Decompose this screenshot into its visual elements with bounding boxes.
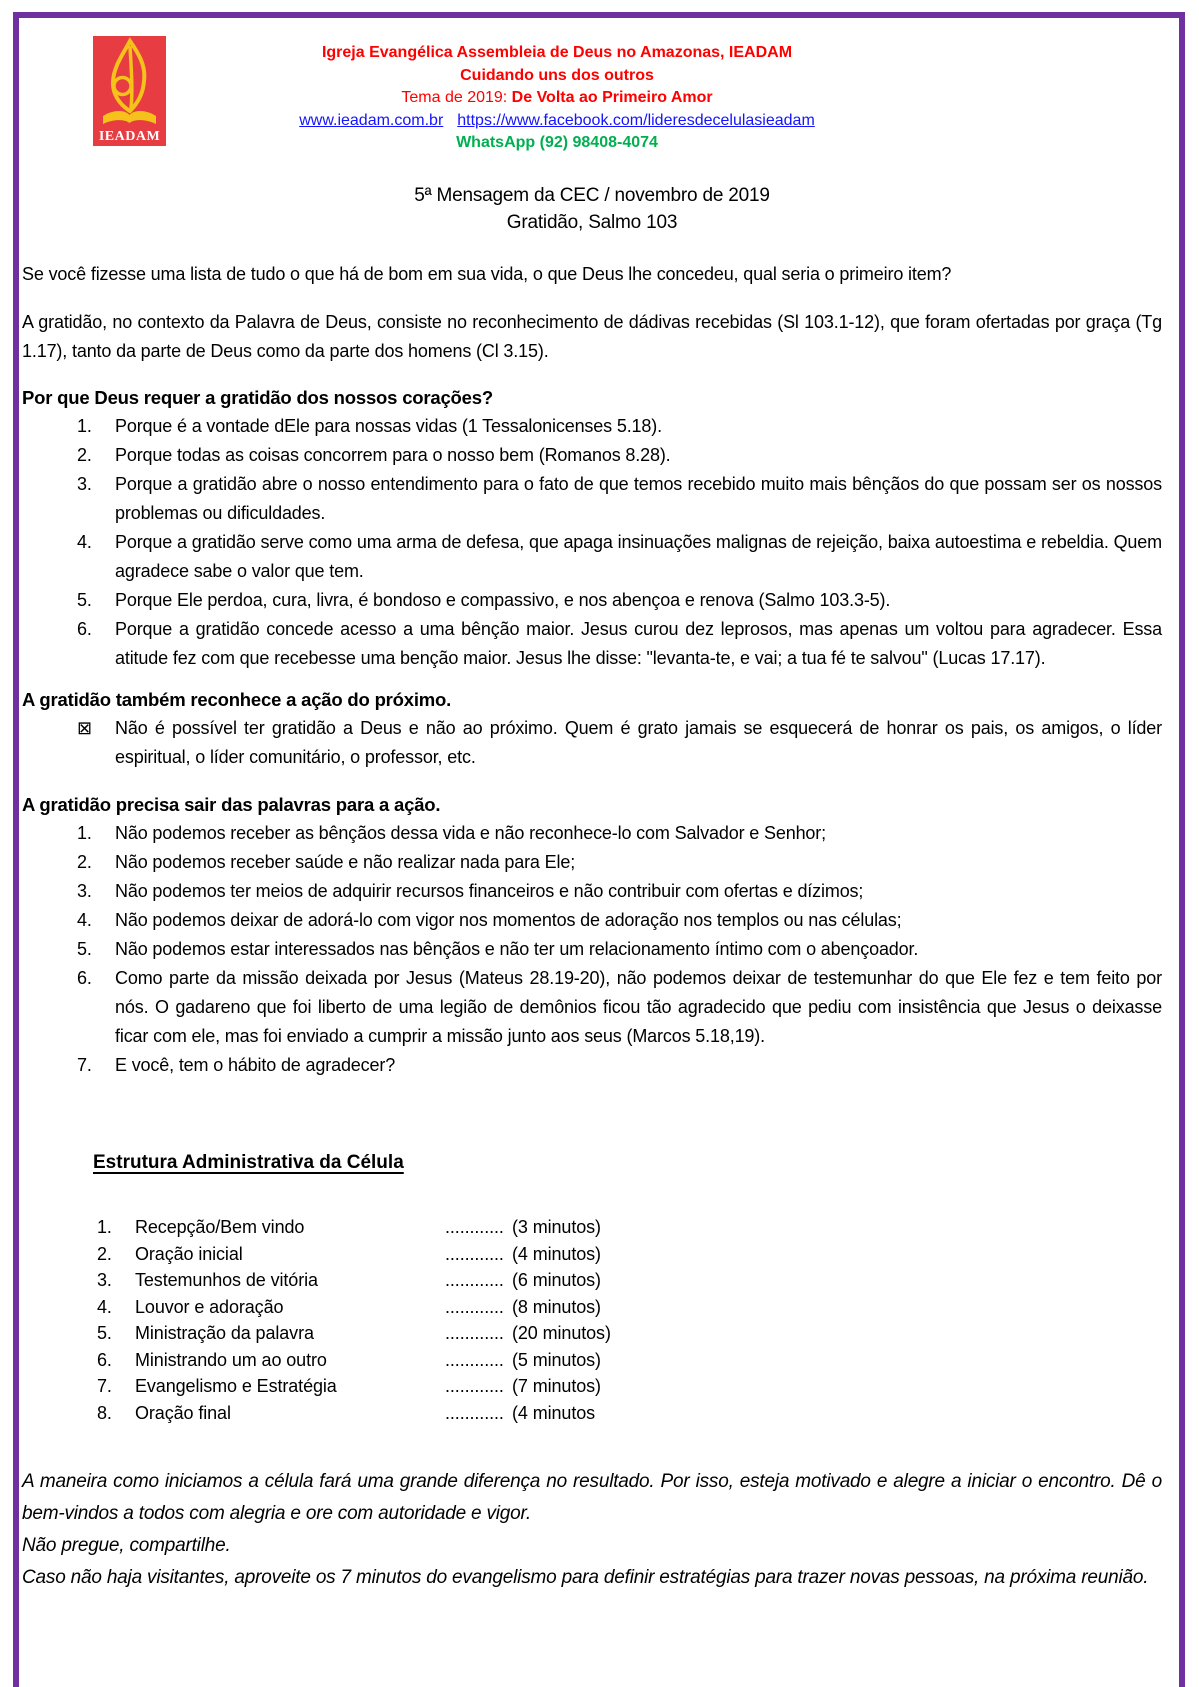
list-item bbox=[77, 906, 1162, 935]
schedule-label: Evangelismo e Estratégia bbox=[135, 1376, 337, 1396]
schedule-label: Ministração da palavra bbox=[135, 1323, 314, 1343]
schedule-time: (20 minutos) bbox=[512, 1323, 611, 1343]
bullet-item-text: Não é possível ter gratidão a Deus e não ao próximo. Quem é grato jamais se esquecerá de honrar os pais, os amigos, o líder espiritual, o líder comunitário, o professor, etc. bbox=[115, 718, 1162, 767]
org-name: Igreja Evangélica Assembleia de Deus no Amazonas, IEADAM bbox=[321, 44, 793, 61]
schedule-row bbox=[97, 1400, 1162, 1427]
schedule-time: (6 minutos) bbox=[512, 1270, 601, 1290]
list-item-number: 1. bbox=[77, 416, 92, 436]
list-item bbox=[77, 441, 1162, 470]
title-line-1: 5ª Mensagem da CEC / novembro de 2019 bbox=[414, 185, 770, 206]
schedule-number: 4. bbox=[97, 1296, 112, 1317]
footer-notes bbox=[22, 1466, 1162, 1594]
section-2-heading: A gratidão também reconhece a ação do próximo. bbox=[22, 689, 452, 710]
list-item-text: Não podemos ter meios de adquirir recursos financeiros e não contribuir com ofertas e dízimos; bbox=[115, 881, 864, 901]
schedule-row bbox=[97, 1347, 1162, 1374]
ieadam-logo bbox=[93, 36, 166, 146]
schedule-dots: ............ bbox=[445, 1296, 504, 1317]
schedule-dots: ............ bbox=[445, 1270, 504, 1290]
estrutura-heading: Estrutura Administrativa da Célula bbox=[93, 1152, 404, 1173]
footer-paragraph-3: Caso não haja visitantes, aproveite os 7 minutos do evangelismo para definir estratégias para trazer novas pessoas, na próxima reunião. bbox=[22, 1567, 1149, 1588]
list-item-number: 4. bbox=[77, 532, 92, 552]
title-line-2: Gratidão, Salmo 103 bbox=[506, 212, 678, 233]
list-item-number: 7. bbox=[77, 1055, 92, 1075]
list-item bbox=[77, 877, 1162, 906]
schedule-label: Ministrando um ao outro bbox=[135, 1349, 327, 1370]
schedule-number: 6. bbox=[97, 1349, 112, 1370]
schedule-dots: ............ bbox=[445, 1217, 504, 1237]
list-item-number: 5. bbox=[77, 590, 92, 610]
theme-label: Tema de 2019: bbox=[401, 89, 512, 106]
intro-paragraph-1: Se você fizesse uma lista de tudo o que há de bom em sua vida, o que Deus lhe concedeu, qual seria o primeiro item? bbox=[22, 264, 952, 284]
document-header bbox=[22, 36, 1162, 158]
list-item-text: Não podemos estar interessados nas bênçãos e não ter um relacionamento íntimo com o abençoador. bbox=[115, 939, 919, 959]
list-item-number: 6. bbox=[77, 619, 92, 639]
list-item bbox=[77, 1051, 1162, 1080]
schedule-number: 8. bbox=[97, 1402, 112, 1423]
schedule-time: (4 minutos bbox=[512, 1402, 596, 1423]
list-item-text: Porque todas as coisas concorrem para o nosso bem (Romanos 8.28). bbox=[115, 445, 671, 465]
schedule-label: Louvor e adoração bbox=[135, 1296, 284, 1317]
ieadam-flame-logo-icon bbox=[93, 36, 166, 146]
list-item bbox=[77, 412, 1162, 441]
schedule-dots: ............ bbox=[445, 1349, 504, 1370]
schedule-time: (7 minutos) bbox=[512, 1376, 601, 1396]
missing-glyph-bullet-icon: ⊠ bbox=[77, 718, 92, 738]
list-item bbox=[77, 586, 1162, 615]
list-item bbox=[77, 935, 1162, 964]
list-item-text: Porque Ele perdoa, cura, livra, é bondoso e compassivo, e nos abençoa e renova (Salmo 103.3-5). bbox=[115, 590, 891, 610]
theme-value: De Volta ao Primeiro Amor bbox=[511, 89, 713, 106]
list-item-text: Não podemos receber as bênçãos dessa vida e não reconhece-lo com Salvador e Senhor; bbox=[115, 823, 826, 843]
list-item bbox=[77, 964, 1162, 1051]
list-item-text: Não podemos deixar de adorá-lo com vigor nos momentos de adoração nos templos ou nas células; bbox=[115, 910, 902, 930]
footer-paragraph-2: Não pregue, compartilhe. bbox=[22, 1535, 231, 1556]
document-title bbox=[22, 182, 1162, 236]
schedule-time: (8 minutos) bbox=[512, 1296, 601, 1317]
schedule-time: (5 minutos) bbox=[512, 1349, 601, 1370]
schedule-label: Recepção/Bem vindo bbox=[135, 1217, 305, 1237]
schedule-dots: ............ bbox=[445, 1323, 504, 1343]
schedule-number: 2. bbox=[97, 1243, 112, 1264]
list-item-number: 5. bbox=[77, 939, 92, 959]
schedule-row bbox=[97, 1320, 1162, 1347]
schedule-time: (4 minutos) bbox=[512, 1243, 601, 1264]
bullet-item bbox=[77, 714, 1162, 772]
list-item bbox=[77, 819, 1162, 848]
list-item-number: 4. bbox=[77, 910, 92, 930]
section-3-heading: A gratidão precisa sair das palavras para a ação. bbox=[22, 794, 441, 815]
list-item bbox=[77, 615, 1162, 673]
schedule-row bbox=[97, 1241, 1162, 1268]
whatsapp-number: WhatsApp (92) 98408-4074 bbox=[456, 134, 658, 151]
list-item-number: 1. bbox=[77, 823, 92, 843]
schedule-dots: ............ bbox=[445, 1402, 504, 1423]
schedule-list bbox=[22, 1214, 1162, 1426]
logo-text: IEADAM bbox=[98, 129, 161, 144]
list-item-number: 2. bbox=[77, 445, 92, 465]
facebook-link[interactable]: https://www.facebook.com/lideresdecelulasieadam bbox=[457, 111, 815, 129]
schedule-number: 7. bbox=[97, 1376, 112, 1396]
list-item bbox=[77, 470, 1162, 528]
list-item-text: Porque a gratidão abre o nosso entendimento para o fato de que temos recebido muito mais bênçãos do que possam ser os nossos problemas ou dificuldades. bbox=[115, 474, 1162, 523]
list-item-text: Porque a gratidão serve como uma arma de defesa, que apaga insinuações malignas de rejeição, baixa autoestima e rebeldia. Quem agradece sabe o valor que tem. bbox=[115, 532, 1162, 581]
list-item-text: Como parte da missão deixada por Jesus (Mateus 28.19-20), não podemos deixar de testemunhar do que Ele fez e tem feito por nós. O gadareno que foi liberto de uma legião de demônios ficou tão agradecido que pediu com insistência que Jesus o deixasse ficar com ele, mas foi enviado a cumprir a missão junto aos seus (Marcos 5.18,19). bbox=[115, 968, 1162, 1046]
intro-paragraph-2: A gratidão, no contexto da Palavra de Deus, consiste no reconhecimento de dádivas recebidas (Sl 103.1-12), que foram ofertadas por graça (Tg 1.17), tanto da parte de Deus como da parte dos homens (Cl 3.15). bbox=[22, 312, 1162, 361]
schedule-time: (3 minutos) bbox=[512, 1217, 601, 1237]
schedule-row bbox=[97, 1294, 1162, 1321]
list-item-number: 2. bbox=[77, 852, 92, 872]
header-text-block bbox=[22, 36, 1092, 155]
list-item-number: 6. bbox=[77, 968, 92, 988]
footer-paragraph-1: A maneira como iniciamos a célula fará uma grande diferença no resultado. Por isso, esteja motivado e alegre a iniciar o encontro. Dê o bem-vindos a todos com alegria e ore com autoridade e vigor. bbox=[22, 1471, 1162, 1524]
links-line bbox=[22, 110, 1092, 133]
theme-line bbox=[22, 87, 1092, 110]
schedule-dots: ............ bbox=[445, 1376, 504, 1396]
schedule-number: 3. bbox=[97, 1270, 112, 1290]
schedule-number: 5. bbox=[97, 1323, 112, 1343]
website-link[interactable]: www.ieadam.com.br bbox=[299, 111, 444, 129]
schedule-row bbox=[97, 1267, 1162, 1294]
list-item-text: Não podemos receber saúde e não realizar nada para Ele; bbox=[115, 852, 576, 872]
list-item-number: 3. bbox=[77, 474, 92, 494]
list-item bbox=[77, 528, 1162, 586]
list-item-text: Porque é a vontade dEle para nossas vidas (1 Tessalonicenses 5.18). bbox=[115, 416, 662, 436]
list-item-text: Porque a gratidão concede acesso a uma bênção maior. Jesus curou dez leprosos, mas apenas um voltou para agradecer. Essa atitude fez com que recebesse uma benção maior. Jesus lhe disse: "levanta-te, e vai; a tua fé te salvou" (Lucas 17.17). bbox=[115, 619, 1162, 668]
list-item-number: 3. bbox=[77, 881, 92, 901]
schedule-label: Testemunhos de vitória bbox=[135, 1270, 318, 1290]
schedule-row bbox=[97, 1373, 1162, 1400]
org-slogan: Cuidando uns dos outros bbox=[460, 66, 654, 84]
section-1-heading: Por que Deus requer a gratidão dos nossos corações? bbox=[22, 387, 493, 408]
schedule-row bbox=[97, 1214, 1162, 1241]
schedule-label: Oração final bbox=[135, 1402, 231, 1423]
list-item bbox=[77, 848, 1162, 877]
schedule-label: Oração inicial bbox=[135, 1243, 243, 1264]
schedule-number: 1. bbox=[97, 1217, 112, 1237]
schedule-dots: ............ bbox=[445, 1243, 504, 1264]
list-item-text: E você, tem o hábito de agradecer? bbox=[115, 1055, 396, 1075]
